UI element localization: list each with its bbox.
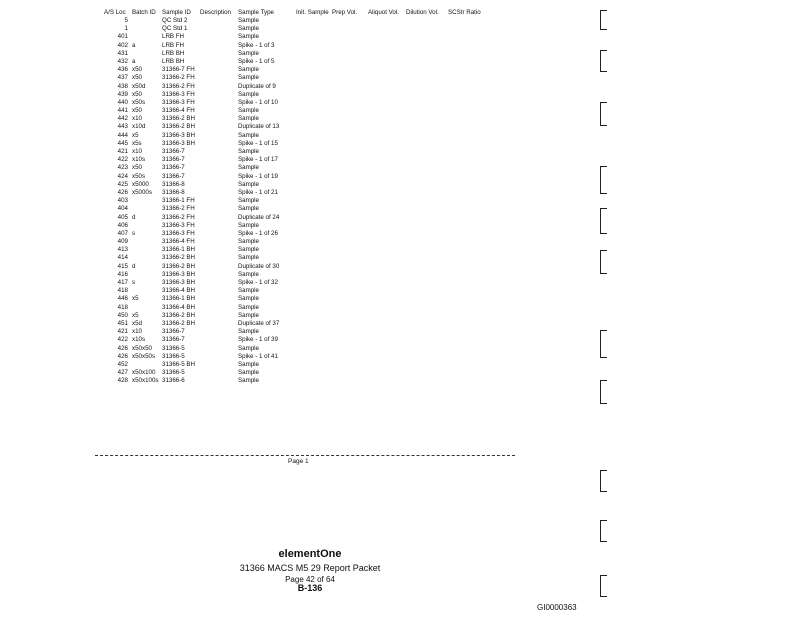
cell-as-loc: 422 — [117, 156, 128, 164]
cell-as-loc: 441 — [117, 107, 128, 115]
cell-sample-type: Duplicate of 37 — [238, 319, 280, 327]
cell-sample-type: Sample — [238, 295, 259, 303]
table-row — [100, 99, 520, 107]
cell-sample-type: Sample — [238, 197, 259, 205]
cell-sample-type: Sample — [238, 221, 259, 229]
cell-batch-id: x10 — [132, 115, 142, 123]
cell-batch-id: a — [132, 57, 136, 65]
cell-as-loc: 417 — [117, 279, 128, 286]
table-row — [100, 33, 520, 41]
cell-sample-id: 31366-4 FH — [162, 238, 195, 246]
cell-batch-id: x5 — [132, 295, 139, 303]
table-row — [100, 214, 520, 222]
cell-sample-type: Sample — [238, 25, 259, 33]
cell-sample-type: Sample — [238, 254, 259, 262]
cell-as-loc: 424 — [117, 172, 128, 180]
cell-sample-id: 31366-5 — [162, 352, 185, 360]
cell-as-loc: 432 — [117, 57, 128, 65]
cell-batch-id: x50 — [132, 107, 142, 115]
edge-scan-mark — [600, 208, 607, 234]
cell-sample-id: 31366-7 — [162, 336, 185, 344]
cell-sample-id: 31366-5 BH — [162, 360, 196, 368]
cell-as-loc: 422 — [117, 336, 128, 344]
cell-as-loc: 414 — [117, 254, 128, 262]
table-row — [100, 336, 520, 344]
table-row — [100, 50, 520, 58]
cell-sample-id: 31366-7 — [162, 164, 185, 172]
cell-sample-type: Spike - 1 of 21 — [238, 188, 278, 196]
table-row — [100, 107, 520, 115]
cell-batch-id: x50x50 — [132, 344, 152, 352]
cell-sample-id: QC Std 2 — [162, 17, 188, 24]
cell-sample-type: Sample — [238, 148, 259, 155]
table-row — [100, 254, 520, 262]
cell-sample-id: 31366-8 — [162, 180, 185, 188]
cell-batch-id: x50 — [132, 66, 142, 74]
cell-batch-id: x10d — [132, 123, 146, 131]
table-row — [100, 304, 520, 312]
col-header-as-loc: A/S Loc — [104, 9, 126, 16]
cell-as-loc: 402 — [117, 41, 128, 49]
cell-as-loc: 418 — [117, 303, 128, 311]
cell-sample-id: 31366-2 FH — [162, 74, 195, 82]
table-row — [100, 205, 520, 213]
cell-as-loc: 421 — [117, 148, 128, 155]
table-row — [100, 74, 520, 82]
cell-sample-id: LRB FH — [162, 33, 185, 41]
cell-sample-type: Sample — [238, 246, 259, 254]
cell-as-loc: 443 — [117, 123, 128, 131]
table-row — [100, 345, 520, 353]
cell-sample-id: 31366-2 BH — [162, 115, 196, 123]
table-row — [100, 295, 520, 303]
edge-scan-mark — [600, 102, 607, 126]
cell-sample-id: QC Std 1 — [162, 25, 188, 33]
cell-as-loc: 425 — [117, 180, 128, 188]
cell-sample-type: Sample — [238, 74, 259, 82]
cell-as-loc: 431 — [117, 49, 128, 57]
col-header-sample-type: Sample Type — [238, 9, 275, 16]
cell-sample-id: 31366-4 FH — [162, 107, 195, 115]
cell-as-loc: 442 — [117, 115, 128, 123]
col-header-aliquot-vol: Aliquot Vol. — [368, 9, 399, 16]
cell-batch-id: x10 — [132, 148, 142, 155]
cell-sample-type: Spike - 1 of 15 — [238, 139, 278, 147]
col-header-sample-id: Sample ID — [162, 9, 191, 16]
cell-as-loc: 409 — [117, 238, 128, 246]
cell-as-loc: 426 — [117, 344, 128, 352]
col-header-init-sample: Init. Sample — [296, 9, 329, 16]
cell-batch-id: x10 — [132, 328, 142, 336]
table-row — [100, 17, 520, 25]
cell-sample-type: Spike - 1 of 19 — [238, 172, 278, 180]
cell-sample-id: 31366-7 FH — [162, 66, 195, 74]
cell-as-loc: 426 — [117, 188, 128, 196]
table-row — [100, 361, 520, 369]
cell-sample-type: Spike - 1 of 39 — [238, 336, 278, 344]
table-row — [100, 369, 520, 377]
cell-sample-id: 31366-3 FH — [162, 90, 195, 98]
footer-divider — [95, 455, 515, 456]
cell-sample-type: Spike - 1 of 5 — [238, 57, 275, 65]
cell-batch-id: x10s — [132, 336, 146, 344]
cell-batch-id: s — [132, 229, 136, 237]
cell-sample-id: LRB FH — [162, 41, 185, 49]
cell-as-loc: 423 — [117, 164, 128, 172]
cell-sample-type: Sample — [238, 377, 259, 385]
cell-sample-id: 31366-3 BH — [162, 131, 196, 139]
cell-batch-id: x5s — [132, 139, 142, 147]
edge-scan-mark — [600, 520, 607, 542]
cell-as-loc: 446 — [117, 295, 128, 303]
cell-sample-type: Spike - 1 of 32 — [238, 279, 278, 286]
cell-as-loc: 440 — [117, 98, 128, 106]
table-row — [100, 312, 520, 320]
cell-sample-type: Duplicate of 9 — [238, 82, 276, 90]
cell-sample-type: Sample — [238, 287, 259, 295]
cell-as-loc: 444 — [117, 131, 128, 139]
cell-sample-id: 31366-2 BH — [162, 311, 196, 319]
cell-sample-type: Sample — [238, 205, 259, 213]
table-row — [100, 238, 520, 246]
brand-name: elementOne — [278, 548, 342, 560]
cell-sample-id: 31366-3 FH — [162, 221, 195, 229]
col-header-scstr-ratio: SCStr Ratio — [448, 9, 481, 16]
table-row — [100, 83, 520, 91]
cell-sample-type: Duplicate of 13 — [238, 123, 280, 131]
edge-scan-mark — [600, 330, 607, 358]
cell-sample-id: 31366-1 BH — [162, 295, 196, 303]
cell-sample-type: Sample — [238, 49, 259, 57]
cell-as-loc: 418 — [117, 287, 128, 295]
cell-sample-type: Sample — [238, 360, 259, 368]
cell-sample-id: 31366-2 BH — [162, 123, 196, 131]
cell-sample-type: Sample — [238, 270, 259, 278]
table-row — [100, 328, 520, 336]
cell-as-loc: 438 — [117, 82, 128, 90]
cell-sample-id: 31366-2 FH — [162, 82, 195, 90]
cell-as-loc: 405 — [117, 213, 128, 221]
edge-scan-mark — [600, 470, 607, 492]
cell-batch-id: x50x50s — [132, 352, 156, 360]
cell-sample-type: Sample — [238, 303, 259, 311]
table-row — [100, 279, 520, 287]
edge-scan-mark — [600, 10, 607, 30]
cell-sample-type: Sample — [238, 164, 259, 172]
table-row — [100, 189, 520, 197]
table-row — [100, 156, 520, 164]
cell-as-loc: 1 — [124, 25, 128, 33]
col-header-batch-id: Batch ID — [132, 9, 156, 16]
edge-scan-mark — [600, 50, 607, 72]
cell-as-loc: 5 — [124, 17, 128, 24]
edge-scan-mark — [600, 380, 607, 404]
cell-sample-type: Sample — [238, 311, 259, 319]
cell-sample-type: Sample — [238, 180, 259, 188]
cell-sample-id: 31366-3 BH — [162, 279, 196, 286]
table-row — [100, 58, 520, 66]
table-row — [100, 123, 520, 131]
cell-batch-id: x5000 — [132, 180, 149, 188]
cell-batch-id: d — [132, 262, 136, 270]
table-row — [100, 377, 520, 385]
table-row — [100, 42, 520, 50]
cell-as-loc: 426 — [117, 352, 128, 360]
cell-batch-id: x5000s — [132, 188, 152, 196]
cell-batch-id: x10s — [132, 156, 146, 164]
table-body — [100, 17, 520, 385]
cell-batch-id: x5d — [132, 319, 142, 327]
table-row — [100, 353, 520, 361]
cell-sample-type: Sample — [238, 90, 259, 98]
cell-sample-id: 31366-5 — [162, 369, 185, 377]
cell-sample-id: 31366-3 BH — [162, 270, 196, 278]
edge-scan-mark — [600, 250, 607, 274]
cell-sample-type: Sample — [238, 107, 259, 115]
cell-sample-type: Spike - 1 of 3 — [238, 41, 275, 49]
cell-sample-type: Sample — [238, 131, 259, 139]
document-id: GI0000363 — [537, 603, 577, 612]
cell-batch-id: x50x100 — [132, 369, 156, 377]
cell-as-loc: 416 — [117, 270, 128, 278]
cell-sample-id: 31366-1 BH — [162, 246, 196, 254]
table-row — [100, 173, 520, 181]
edge-scan-mark — [600, 166, 607, 194]
page-of-label: Page 42 of 64 — [285, 575, 335, 584]
table-row — [100, 115, 520, 123]
cell-batch-id: d — [132, 213, 136, 221]
cell-sample-type: Sample — [238, 238, 259, 246]
edge-scan-mark — [600, 575, 607, 597]
table-row — [100, 197, 520, 205]
cell-sample-id: 31366-2 BH — [162, 262, 196, 270]
cell-sample-id: 31366-6 — [162, 377, 185, 385]
cell-sample-type: Spike - 1 of 10 — [238, 98, 278, 106]
cell-sample-id: 31366-3 FH — [162, 229, 195, 237]
table-row — [100, 263, 520, 271]
cell-batch-id: a — [132, 41, 136, 49]
cell-batch-id: x50s — [132, 98, 146, 106]
cell-as-loc: 427 — [117, 369, 128, 377]
cell-sample-id: 31366-7 — [162, 328, 185, 336]
table-row — [100, 148, 520, 156]
table-row — [100, 91, 520, 99]
cell-sample-type: Spike - 1 of 17 — [238, 156, 278, 164]
cell-as-loc: 452 — [117, 360, 128, 368]
cell-sample-type: Sample — [238, 17, 259, 24]
col-header-description: Description — [200, 9, 231, 16]
cell-batch-id: x50 — [132, 74, 142, 82]
table-row — [100, 164, 520, 172]
cell-batch-id: x50x100s — [132, 377, 159, 385]
cell-batch-id: x5 — [132, 131, 139, 139]
cell-batch-id: x50 — [132, 90, 142, 98]
cell-sample-id: 31366-4 BH — [162, 287, 196, 295]
cell-as-loc: 445 — [117, 139, 128, 147]
table-row — [100, 140, 520, 148]
bates-page-number: B-136 — [297, 583, 323, 593]
table-row — [100, 25, 520, 33]
table-row — [100, 181, 520, 189]
cell-sample-id: 31366-2 BH — [162, 319, 196, 327]
cell-sample-type: Duplicate of 24 — [238, 213, 280, 221]
cell-sample-type: Spike - 1 of 26 — [238, 229, 278, 237]
cell-as-loc: 439 — [117, 90, 128, 98]
cell-as-loc: 451 — [117, 319, 128, 327]
cell-batch-id: s — [132, 279, 136, 286]
cell-as-loc: 401 — [117, 33, 128, 41]
cell-sample-type: Sample — [238, 115, 259, 123]
cell-as-loc: 437 — [117, 74, 128, 82]
table-row — [100, 320, 520, 328]
cell-as-loc: 413 — [117, 246, 128, 254]
cell-sample-type: Sample — [238, 369, 259, 377]
cell-sample-id: 31366-7 — [162, 148, 185, 155]
table-row — [100, 132, 520, 140]
cell-sample-id: LRB BH — [162, 57, 185, 65]
col-header-dilution-vol: Dilution Vol. — [406, 9, 439, 16]
cell-sample-type: Sample — [238, 33, 259, 41]
table-row — [100, 271, 520, 279]
cell-sample-id: 31366-4 BH — [162, 303, 196, 311]
cell-as-loc: 403 — [117, 197, 128, 205]
cell-sample-id: 31366-2 FH — [162, 205, 195, 213]
cell-sample-id: 31366-7 — [162, 156, 185, 164]
cell-sample-id: 31366-2 FH — [162, 213, 195, 221]
cell-sample-id: 31366-5 — [162, 344, 185, 352]
cell-batch-id: x50d — [132, 82, 146, 90]
cell-as-loc: 407 — [117, 229, 128, 237]
cell-sample-id: 31366-1 FH — [162, 197, 195, 205]
cell-sample-id: LRB BH — [162, 49, 185, 57]
table-row — [100, 230, 520, 238]
cell-as-loc: 415 — [117, 262, 128, 270]
cell-sample-type: Sample — [238, 328, 259, 336]
cell-as-loc: 428 — [117, 377, 128, 385]
packet-title: 31366 MACS M5 29 Report Packet — [239, 563, 381, 573]
cell-sample-id: 31366-3 FH — [162, 98, 195, 106]
page-label: Page 1 — [288, 458, 309, 465]
cell-sample-id: 31366-2 BH — [162, 254, 196, 262]
cell-sample-id: 31366-8 — [162, 188, 185, 196]
cell-sample-type: Spike - 1 of 41 — [238, 352, 278, 360]
cell-as-loc: 421 — [117, 328, 128, 336]
cell-sample-id: 31366-7 — [162, 172, 185, 180]
cell-sample-type: Sample — [238, 66, 259, 74]
table-row — [100, 222, 520, 230]
col-header-prep-vol: Prep Vol. — [332, 9, 358, 16]
cell-sample-type: Duplicate of 30 — [238, 262, 280, 270]
table-row — [100, 287, 520, 295]
cell-sample-id: 31366-3 BH — [162, 139, 196, 147]
table-row — [100, 246, 520, 254]
cell-batch-id: x5 — [132, 311, 139, 319]
cell-batch-id: x50 — [132, 164, 142, 172]
cell-as-loc: 436 — [117, 66, 128, 74]
cell-sample-type: Sample — [238, 344, 259, 352]
table-row — [100, 66, 520, 74]
cell-as-loc: 406 — [117, 221, 128, 229]
cell-as-loc: 450 — [117, 311, 128, 319]
cell-batch-id: x50s — [132, 172, 146, 180]
cell-as-loc: 404 — [117, 205, 128, 213]
